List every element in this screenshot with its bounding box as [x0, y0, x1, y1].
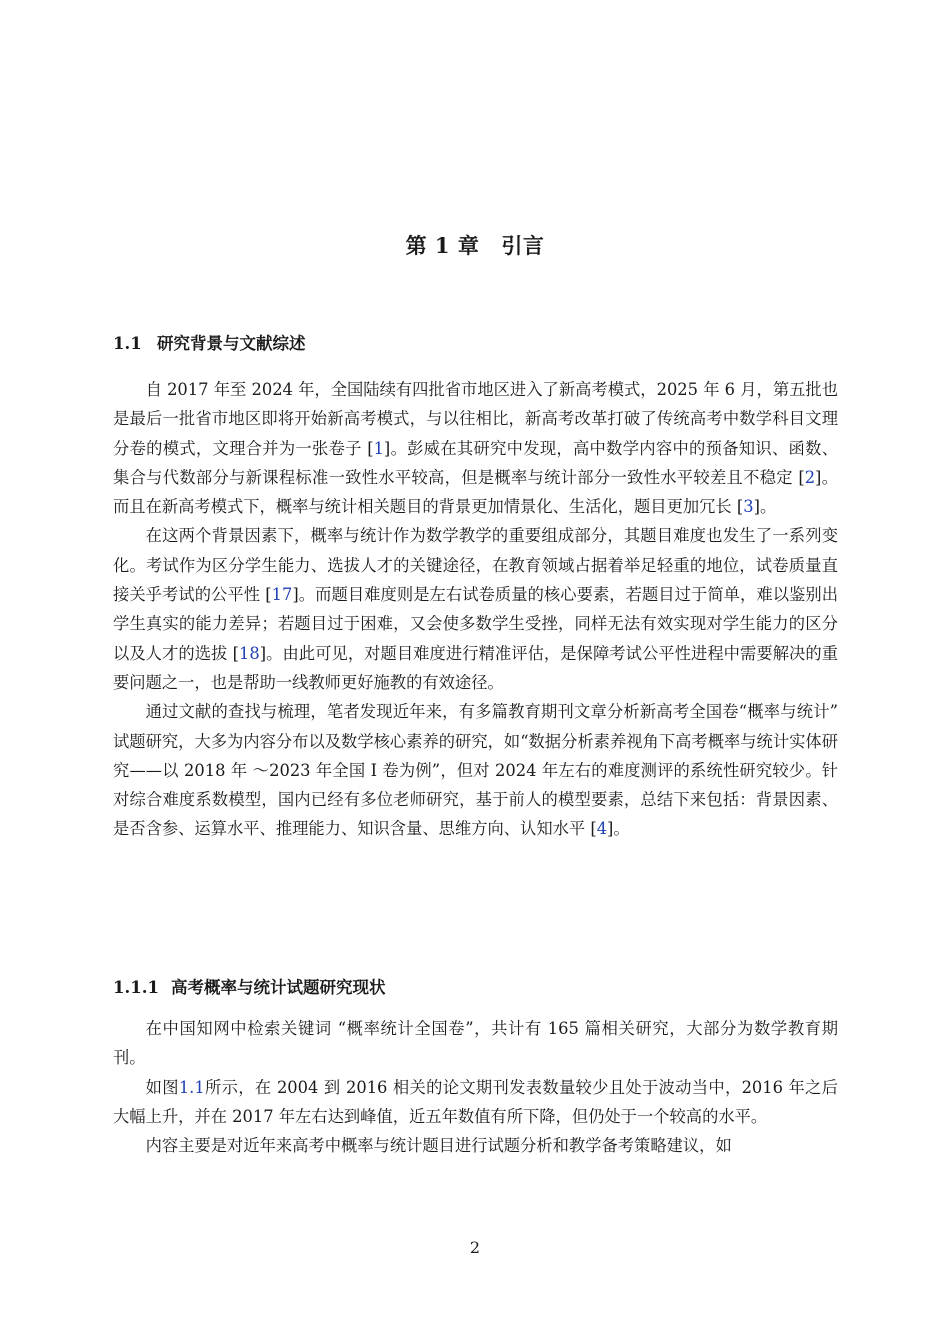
paragraph-text: 在这两个背景因素下，概率与统计作为数学教学的重要组成部分，其题目难度也发生了一系列变化。考试作为区分学生能力、选拔人才的关键途径，在教育领域占据着举足轻重的地位，试卷质量直接关乎考试的公平性 [ — [113, 526, 838, 605]
chapter-name: 引言 — [501, 233, 545, 258]
paragraph — [113, 1131, 838, 1160]
subsection-number: 1.1.1 — [113, 978, 159, 997]
section-title: 研究背景与文献综述 — [157, 334, 306, 353]
paragraph-text: 如图 — [145, 1077, 179, 1097]
paragraph-text: 通过文献的查找与梳理，笔者发现近年来，有多篇教育期刊文章分析新高考全国卷“概率与统计” 试题研究，大多为内容分布以及数学核心素养的研究，如“数据分析素养视角下高考概率与统计实体研究——以 2018 年 ～2023 年全国 I 卷为例”，但对 2024 年左右的难度测评的系统性研究较少。针对综合难度系数模型，国内已经有多位老师研究，基于前人的模型要素，总结下来包括：背景因素、是否含参、运算水平、推理能力、知识含量、思维方向、认知水平 [ — [113, 702, 838, 839]
citation-link[interactable]: 2 — [804, 467, 816, 487]
paragraph-text: 内容主要是对近年来高考中概率与统计题目进行试题分析和教学备考策略建议，如 — [145, 1136, 732, 1156]
section-number: 1.1 — [113, 334, 142, 353]
citation-link[interactable]: 18 — [238, 643, 260, 663]
paragraph — [113, 375, 838, 521]
paragraph-text: 自 2017 年至 2024 年，全国陆续有四批省市地区进入了新高考模式，2025 年 6 月，第五批也是最后一批省市地区即将开始新高考模式，与以往相比，新高考改革打破了传统高考中数学科目文理分卷的模式，文理合并为一张卷子 [ — [113, 380, 838, 458]
subsection-heading — [113, 974, 386, 998]
subsection-title: 高考概率与统计试题研究现状 — [171, 978, 386, 997]
chapter-title — [0, 230, 950, 260]
page-number: 2 — [469, 1238, 481, 1257]
citation-link[interactable]: 1 — [373, 438, 384, 458]
paragraph — [113, 521, 838, 697]
section-heading — [113, 330, 306, 354]
paragraph-text: 所示，在 2004 到 2016 相关的论文期刊发表数量较少且处于波动当中，2016 年之后大幅上升，并在 2017 年左右达到峰值，近五年数值有所下降，但仍处于一个较高的水平。 — [113, 1077, 838, 1126]
paragraph-text: ]。彭威在其研究中发现，高中数学内容中的预备知识、函数、集合与代数部分与新课程标准一致性水平较高，但是概率与统计部分一致性水平较差且不稳定 [ — [113, 438, 838, 487]
paragraph — [113, 1014, 838, 1073]
subsection-body — [113, 1014, 838, 1160]
citation-link[interactable]: 4 — [596, 819, 608, 839]
paragraph-text: ]。 — [753, 497, 777, 517]
paragraph-text: ]。由此可见，对题目难度进行精准评估，是保障考试公平性进程中需要解决的重要问题之一，也是帮助一线教师更好施教的有效途径。 — [113, 643, 839, 692]
citation-link[interactable]: 3 — [743, 497, 754, 517]
citation-link[interactable]: 17 — [271, 585, 293, 605]
citation-link[interactable]: 1.1 — [178, 1077, 205, 1097]
paragraph-text: ]。 — [607, 819, 630, 839]
paragraph — [113, 697, 838, 843]
section-body — [113, 375, 838, 844]
paragraph-text: 在中国知网中检索关键词 “概率统计全国卷”，共计有 165 篇相关研究，大部分为数学教育期刊。 — [113, 1019, 838, 1068]
paragraph-text: ]。而题目难度则是左右试卷质量的核心要素，若题目过于简单，难以鉴别出学生真实的能力差异；若题目过于困难，又会使多数学生受挫，同样无法有效实现对学生能力的区分以及人才的选拔 [ — [113, 585, 839, 663]
paragraph — [113, 1073, 838, 1132]
chapter-label: 第 1 章 — [405, 233, 480, 258]
paragraph-text: ]。而且在新高考模式下，概率与统计相关题目的背景更加情景化、生活化，题目更加冗长 [ — [113, 467, 838, 517]
